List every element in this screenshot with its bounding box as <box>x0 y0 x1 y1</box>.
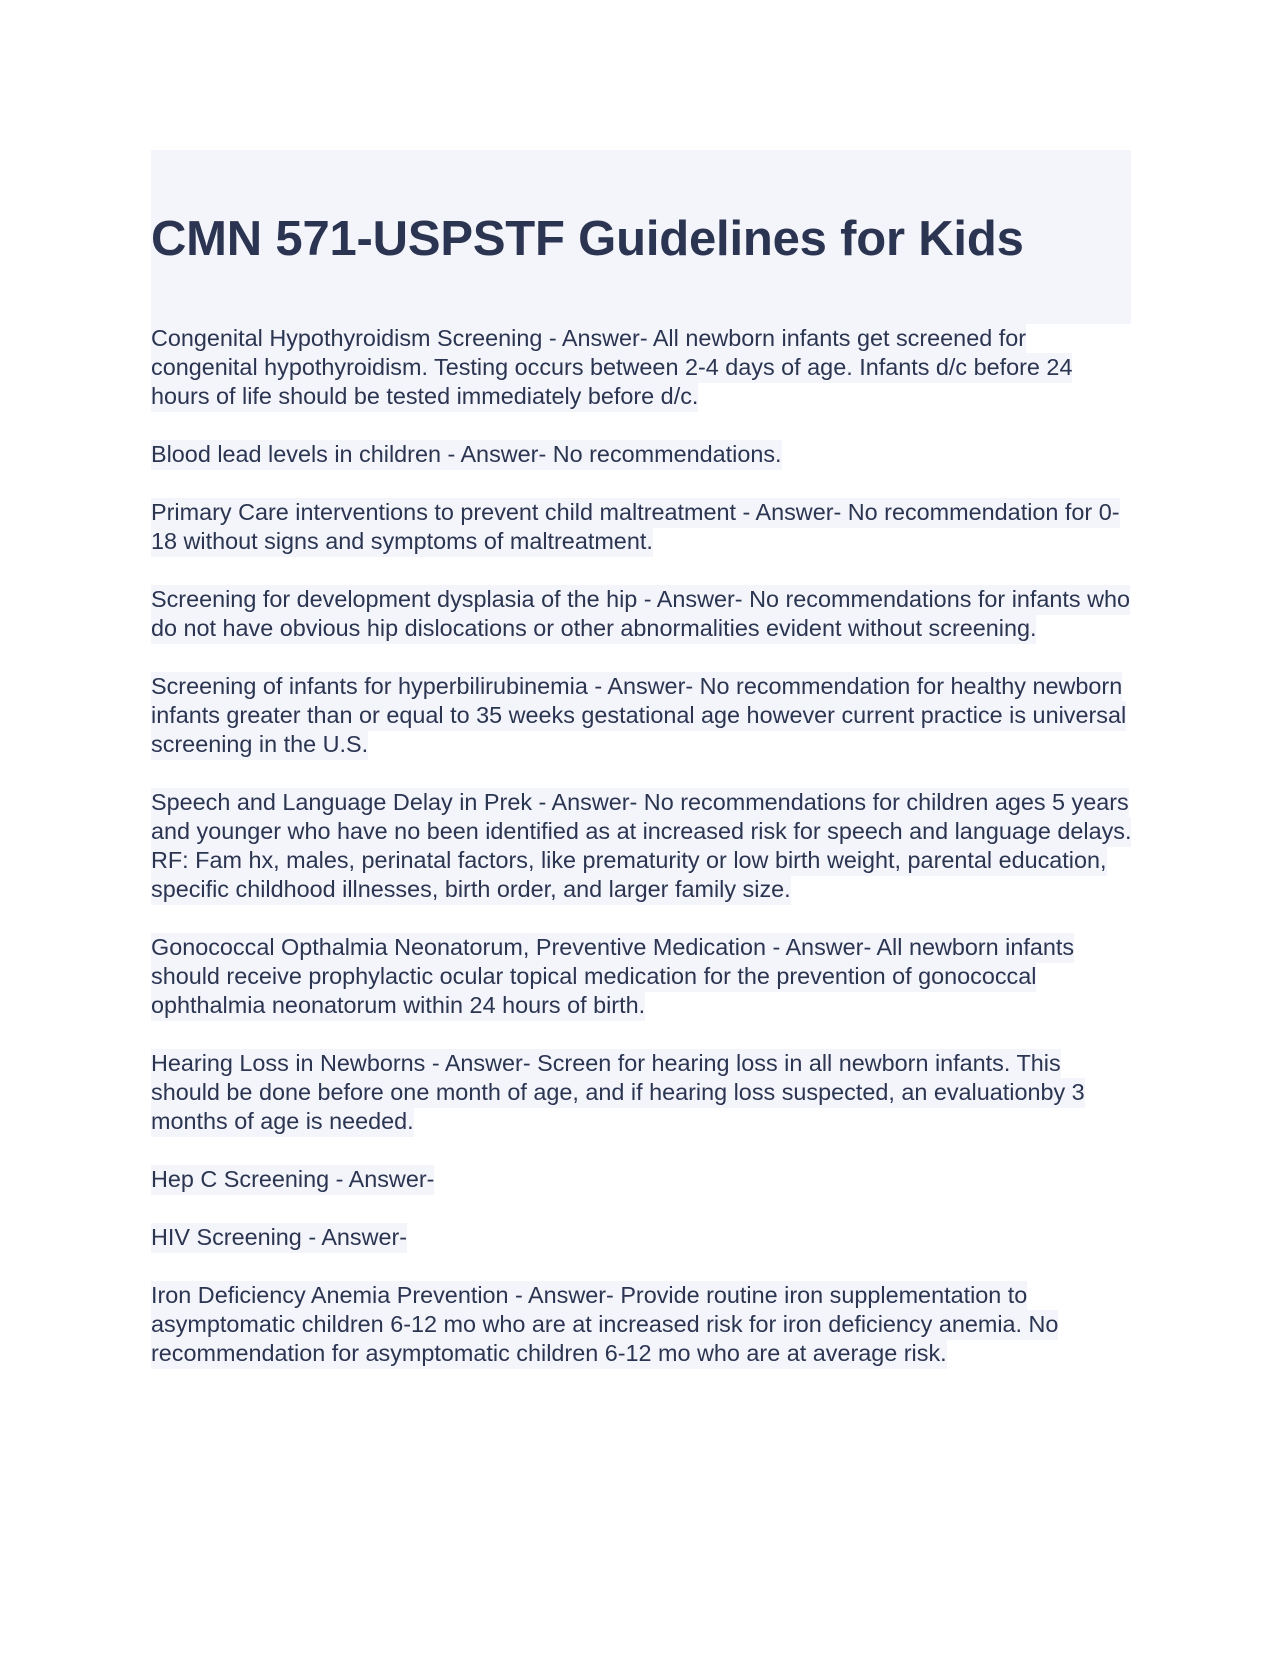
qa-entry <box>151 498 1136 556</box>
document-title: CMN 571-USPSTF Guidelines for Kids <box>151 212 1024 266</box>
qa-entry-text: Blood lead levels in children - Answer- No recommendations. <box>151 440 782 470</box>
qa-entries <box>151 324 1131 1368</box>
qa-entry <box>151 672 1136 759</box>
qa-entry-text: Gonococcal Opthalmia Neonatorum, Preventive Medication - Answer- All newborn infants should receive prophylactic ocular topical medication for the prevention of gonococcal ophthalmia neonatorum within 24 hours of birth. <box>151 933 1074 1021</box>
qa-entry <box>151 1049 1136 1136</box>
document-page <box>151 150 1131 1397</box>
qa-entry <box>151 585 1136 643</box>
qa-entry <box>151 1223 1136 1252</box>
qa-entry-text: Congenital Hypothyroidism Screening - Answer- All newborn infants get screened for congenital hypothyroidism. Testing occurs between 2-4 days of age. Infants d/c before 24 hours of life should be tested immediately before d/c. <box>151 324 1072 412</box>
qa-entry <box>151 440 1136 469</box>
qa-entry-text: Screening for development dysplasia of the hip - Answer- No recommendations for infants who do not have obvious hip dislocations or other abnormalities evident without screening. <box>151 585 1130 644</box>
qa-entry-text: Iron Deficiency Anemia Prevention - Answer- Provide routine iron supplementation to asymptomatic children 6-12 mo who are at increased risk for iron deficiency anemia. No recommendation for asymptomatic children 6-12 mo who are at average risk. <box>151 1281 1058 1369</box>
qa-entry <box>151 324 1136 411</box>
qa-entry <box>151 1281 1136 1368</box>
title-block <box>151 150 1131 324</box>
qa-entry-text: Hep C Screening - Answer- <box>151 1165 434 1195</box>
qa-entry-text: Screening of infants for hyperbilirubinemia - Answer- No recommendation for healthy newborn infants greater than or equal to 35 weeks gestational age however current practice is universal screening in the U.S. <box>151 672 1126 760</box>
qa-entry-text: Hearing Loss in Newborns - Answer- Screen for hearing loss in all newborn infants. This should be done before one month of age, and if hearing loss suspected, an evaluationby 3 months of age is needed. <box>151 1049 1085 1137</box>
qa-entry-text: Primary Care interventions to prevent child maltreatment - Answer- No recommendation for 0-18 without signs and symptoms of maltreatment. <box>151 498 1120 557</box>
qa-entry <box>151 933 1136 1020</box>
qa-entry-text: HIV Screening - Answer- <box>151 1223 407 1253</box>
qa-entry <box>151 788 1136 904</box>
qa-entry <box>151 1165 1136 1194</box>
qa-entry-text: Speech and Language Delay in Prek - Answer- No recommendations for children ages 5 years and younger who have no been identified as at increased risk for speech and language delays. RF: Fam hx, males, perinatal factors, like prematurity or low birth weight, parental education, specific childhood illnesses, birth order, and larger family size. <box>151 788 1131 905</box>
